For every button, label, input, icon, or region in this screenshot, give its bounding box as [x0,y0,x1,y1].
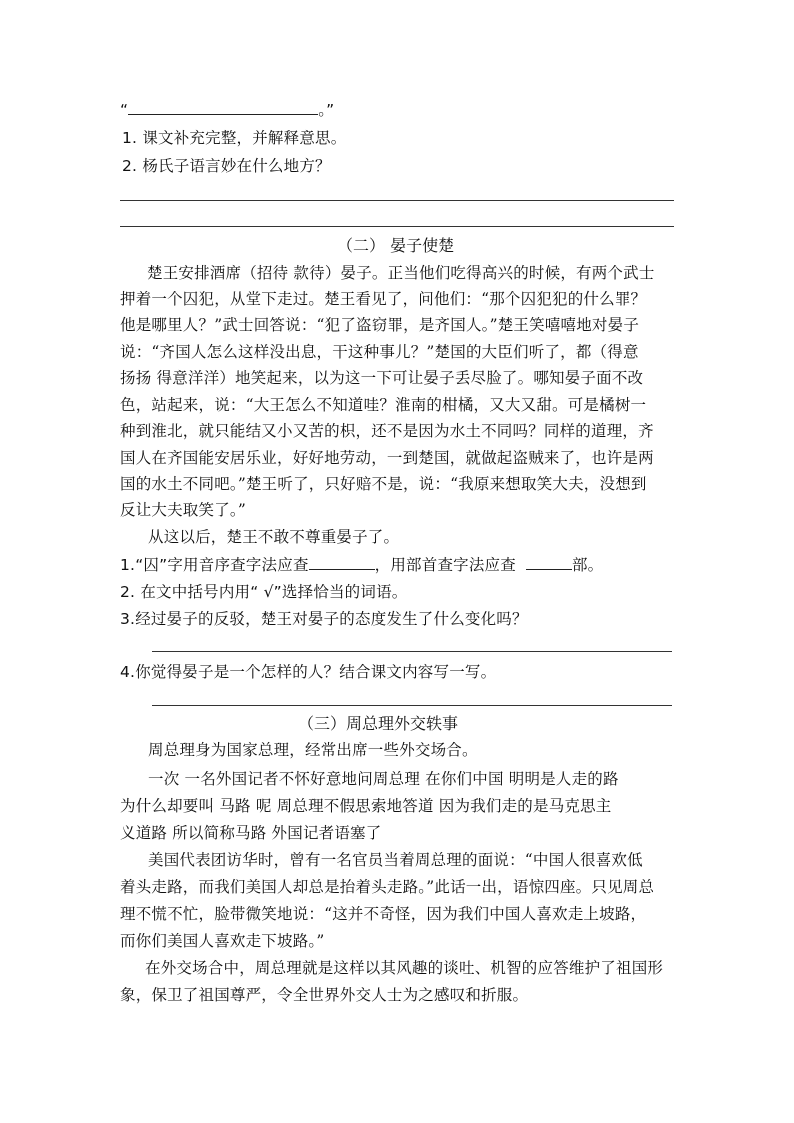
answer-line[interactable] [152,705,672,706]
fill-in-quote-line [120,100,334,120]
answer-line[interactable] [120,226,674,227]
passage-line: 国人在齐国能安居乐业，好好地劳动，一到楚国，就做起盗贼来了，也许是两 [120,449,654,467]
q1-part-c: 部。 [571,556,604,574]
section-title: （三）周总理外交轶事 [298,714,459,733]
question-1: 1. 课文补充完整，并解释意思。 [122,129,347,147]
question-2: 2. 在文中括号内用“ √”选择恰当的词语。 [120,583,408,601]
passage-line: 一次 一名外国记者不怀好意地问周总理 在你们中国 明明是人走的路 [148,770,619,788]
passage-line: 他是哪里人？”武士回答说：“犯了盗窃罪，是齐国人。”楚王笑嘻嘻地对晏子 [120,316,640,334]
passage-line: 着头走路，而我们美国人却总是抬着头走路。”此话一出，语惊四座。只见周总 [120,878,655,896]
question-4: 4.你觉得晏子是一个怎样的人？结合课文内容写一写。 [120,663,497,681]
passage-line: 为什么却要叫 马路 呢 周总理不假思索地答道 因为我们走的是马克思主 [120,797,612,815]
passage-line: 色，站起来，说：“大王怎么不知道哇？淮南的柑橘，又大又甜。可是橘树一 [120,396,647,414]
question-1 [120,555,603,575]
answer-blank[interactable] [128,100,318,115]
passage-line: 扬扬 得意洋洋）地笑起来，以为这一下可让晏子丢尽脸了。哪知晏子面不改 [120,369,644,387]
passage-line: 国的水土不同吧。”楚王听了，只好赔不是，说：“我原来想取笑大夫，没想到 [120,475,647,493]
question-2: 2. 杨氏子语言妙在什么地方？ [122,157,331,175]
passage-line: 而你们美国人喜欢走下坡路。” [120,932,325,950]
answer-line[interactable] [152,651,672,652]
quote-open: “ [120,101,129,119]
passage-line: 种到淮北，就只能结又小又苦的枳，还不是因为水土不同吗？同样的道理，齐 [120,422,654,440]
answer-blank[interactable] [526,555,572,570]
quote-close: 。” [318,101,335,119]
passage-line: 说：“齐国人怎么这样没出息，干这种事儿？”楚国的大臣们听了，都（得意 [120,343,639,361]
passage-line: 义道路 所以简称马路 外国记者语塞了 [120,824,382,842]
passage-line: 理不慌不忙，脸带微笑地说：“这并不奇怪，因为我们中国人喜欢走上坡路， [120,905,647,923]
section-title: （二） 晏子使楚 [337,236,455,255]
passage-line: 楚王安排酒席（招待 款待）晏子。正当他们吃得高兴的时候，有两个武士 [147,264,655,282]
answer-blank[interactable] [309,555,375,570]
question-3: 3.经过晏子的反驳，楚王对晏子的态度发生了什么变化吗？ [120,610,528,628]
passage-line: 在外交场合中，周总理就是这样以其风趣的谈吐、机智的应答维护了祖国形 [145,959,664,977]
passage-line: 押着一个囚犯，从堂下走过。楚王看见了，问他们：“那个囚犯犯的什么罪？ [120,290,647,308]
q1-part-b: ，用部首查字法应查 [374,556,516,574]
answer-line[interactable] [120,200,674,201]
passage-line: 反让大夫取笑了。” [120,501,246,519]
passage-line: 周总理身为国家总理，经常出席一些外交场合。 [148,741,478,759]
passage-line: 美国代表团访华时，曾有一名官员当着周总理的面说：“中国人很喜欢低 [148,851,643,869]
passage-line: 象，保卫了祖国尊严，令全世界外交人士为之感叹和折服。 [120,986,529,1004]
passage-closing: 从这以后，楚王不敢不尊重晏子了。 [148,528,400,546]
q1-part-a: 1.“囚”字用音序查字法应查 [120,556,309,574]
